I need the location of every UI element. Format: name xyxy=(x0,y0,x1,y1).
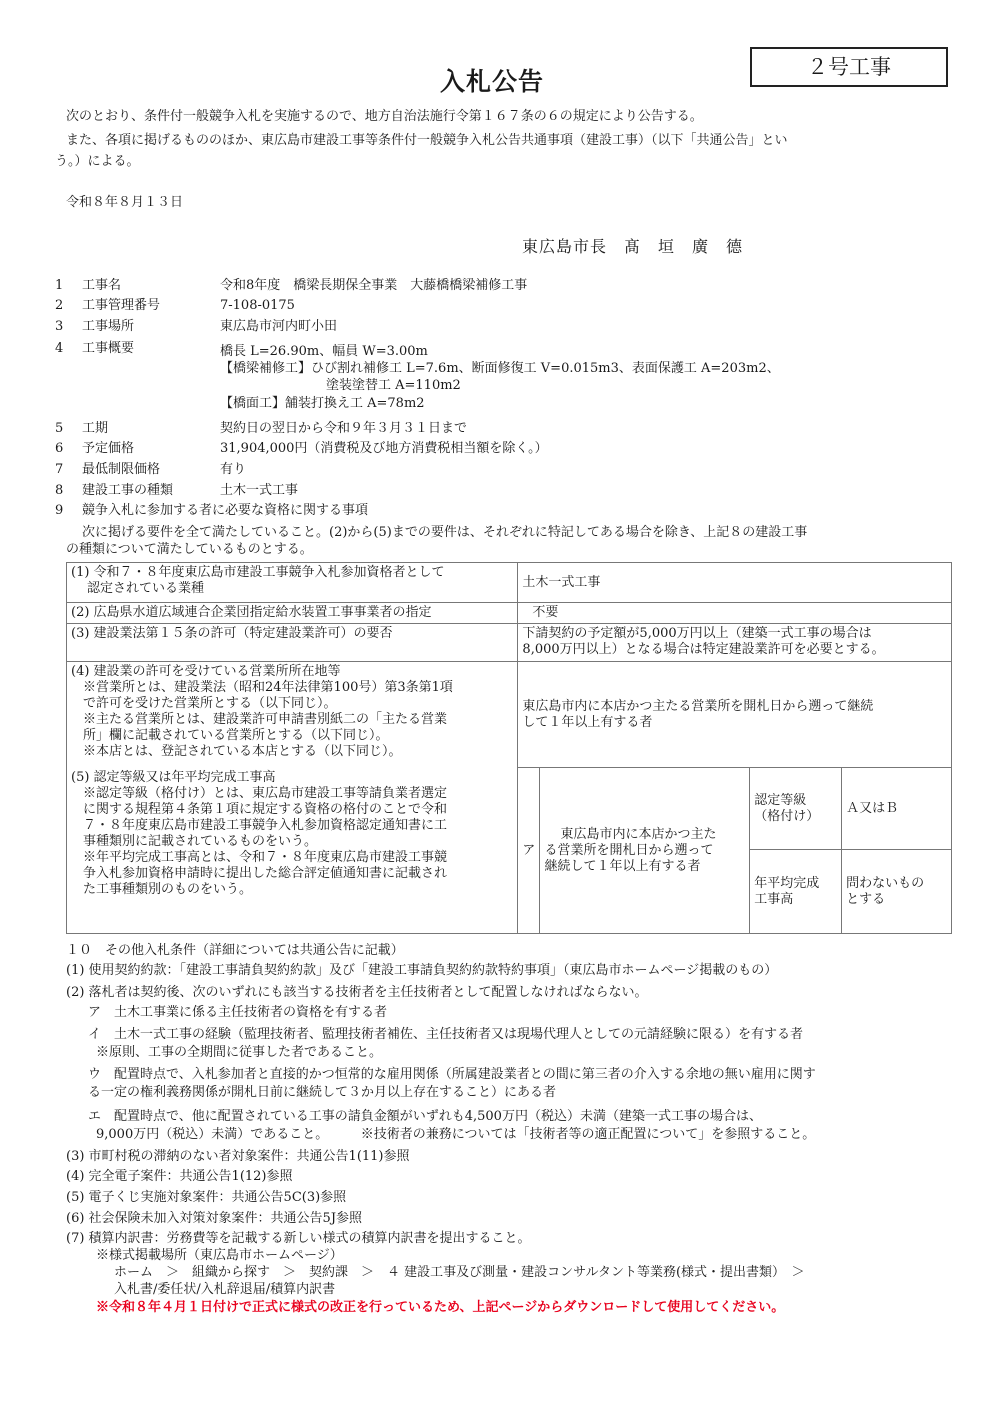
condition-line: (7) 積算内訳書：労務費等を記載する新しい様式の積算内訳書を提出すること。 xyxy=(66,1231,531,1246)
requirement-value-cell xyxy=(518,563,952,603)
item-number: 5 xyxy=(55,421,64,436)
option-mark: ア xyxy=(522,842,536,858)
requirement-text: で許可を受けた営業所とする（以下同じ）。 xyxy=(83,696,337,711)
requirement-cell xyxy=(67,563,518,603)
item-number: 6 xyxy=(55,441,64,456)
work-number-badge: ２号工事 xyxy=(750,47,948,87)
item-number: 2 xyxy=(55,298,64,313)
average-label: 年平均完成 xyxy=(754,875,820,891)
item-value-location: 東広島市河内町小田 xyxy=(220,319,338,334)
table-row xyxy=(67,624,952,662)
intro-line-1: 次のとおり、条件付一般競争入札を実施するので、地方自治法施行令第１６７条の６の規定により公告する。 xyxy=(66,109,703,124)
requirement-text: 事種類別に記載されているものをいう。 xyxy=(83,833,318,849)
overview-line: 【橋面工】舗装打換え工 A=78m2 xyxy=(220,396,425,411)
intro-line-2: また、各項に掲げるもののほか、東広島市建設工事等条件付一般競争入札公告共通事項（建設工事）（以下「共通公告」とい xyxy=(66,133,788,148)
condition-line: (5) 電子くじ実施対象案件：共通公告5C(3)参照 xyxy=(66,1190,347,1205)
item-number: 3 xyxy=(55,319,64,334)
condition-line: 9,000万円（税込）未満）であること。 ※技術者の兼務については「技術者等の適正配置について」を参照すること。 xyxy=(96,1127,816,1142)
item-label-qualifications: 競争入札に参加する者に必要な資格に関する事項 xyxy=(82,503,369,518)
item-value-planned-price: 31,904,000円（消費税及び地方消費税相当額を除く。） xyxy=(220,441,548,456)
item-number: 7 xyxy=(55,462,64,477)
table-row xyxy=(67,662,952,768)
grade-value-cell xyxy=(842,768,952,850)
condition-line: (6) 社会保険未加入対策対象案件：共通公告5J参照 xyxy=(66,1211,363,1226)
requirement-text: ※年平均完成工事高とは、令和７・８年度東広島市建設工事競 xyxy=(83,849,448,865)
requirement-cell xyxy=(67,624,518,662)
requirement-cell xyxy=(67,603,518,624)
requirement-text: ７・８年度東広島市建設工事競争入札参加資格認定通知書に工 xyxy=(83,817,448,833)
average-value: とする xyxy=(846,891,886,907)
requirement-text: (4) 建設業の許可を受けている営業所所在地等 xyxy=(71,664,341,679)
intro-line-3: う。）による。 xyxy=(55,154,140,169)
item-number: 4 xyxy=(55,341,64,356)
qualification-intro-line: の種類について満たしているものとする。 xyxy=(66,542,313,557)
condition-line: ア 土木工事業に係る主任技術者の資格を有する者 xyxy=(88,1005,388,1020)
notice-date: 令和８年８月１３日 xyxy=(66,195,184,210)
requirement-text: ※主たる営業所とは、建設業許可申請書別紙二の「主たる営業 xyxy=(83,712,448,727)
option-condition-cell xyxy=(540,768,750,934)
condition-line: (3) 市町村税の滞納のない者対象案件：共通公告1(11)参照 xyxy=(66,1149,410,1164)
table-row xyxy=(67,768,952,850)
requirement-value: 土木一式工事 xyxy=(522,574,601,590)
grade-label: 認定等級 xyxy=(754,792,807,808)
item-label-overview: 工事概要 xyxy=(82,341,135,356)
form-revision-notice: ※令和８年４月１日付けで正式に様式の改正を行っているため、上記ページからダウンロードして使用してください。 xyxy=(96,1300,785,1315)
item-label-work-name: 工事名 xyxy=(82,278,122,293)
condition-line: ウ 配置時点で、入札参加者と直接的かつ恒常的な雇用関係（所属建設業者との間に第三者の介入する余地の無い雇用に関す xyxy=(88,1067,816,1082)
overview-line: 橋長 L=26.90m、幅員 W=3.00m xyxy=(220,344,428,359)
item-label-period: 工期 xyxy=(82,421,109,436)
requirement-cell xyxy=(67,662,518,768)
option-condition: る営業所を開札日から遡って xyxy=(544,842,714,858)
requirement-text: 所」欄に記載されている営業所とする（以下同じ）。 xyxy=(83,728,389,743)
item-value-period: 契約日の翌日から令和９年３月３１日まで xyxy=(220,421,468,436)
item-value-work-name: 令和8年度 橋梁長期保全事業 大藤橋橋梁補修工事 xyxy=(220,278,528,293)
condition-line: イ 土木一式工事の経験（監理技術者、監理技術者補佐、主任技術者又は現場代理人としての元請経験に限る）を有する者 xyxy=(88,1027,804,1042)
overview-line: 【橋梁補修工】ひび割れ補修工 L=7.6m、断面修復工 V=0.015m3、表面保護工 A=203m2、 xyxy=(220,361,780,376)
grade-label-cell xyxy=(750,768,842,850)
requirement-value-cell xyxy=(518,662,952,768)
requirement-text: 争入札参加資格申請時に提出した総合評定値通知書に記載され xyxy=(83,865,448,881)
option-condition: 東広島市内に本店かつ主た xyxy=(560,826,717,842)
table-row xyxy=(67,563,952,603)
requirement-text: (3) 建設業法第１５条の許可（特定建設業許可）の要否 xyxy=(71,626,393,641)
average-label: 工事高 xyxy=(754,891,794,907)
section-10-heading: １０ その他入札条件（詳細については共通公告に記載） xyxy=(66,943,404,958)
item-label-location: 工事場所 xyxy=(82,319,135,334)
item-value-minimum-price: 有り xyxy=(220,462,247,477)
option-condition: 継続して１年以上有する者 xyxy=(544,858,701,874)
grade-label: （格付け） xyxy=(754,808,820,824)
item-value-management-number: 7-108-0175 xyxy=(220,298,295,313)
item-number: 8 xyxy=(55,483,64,498)
requirement-value-cell xyxy=(518,603,952,624)
condition-line: エ 配置時点で、他に配置されている工事の請負金額がいずれも4,500万円（税込）未満（建築一式工事の場合は、 xyxy=(88,1109,762,1124)
item-number: 1 xyxy=(55,278,64,293)
requirement-text: に関する規程第４条第１項に規定する資格の格付のことで令和 xyxy=(83,801,448,817)
item-value-work-type: 土木一式工事 xyxy=(220,483,299,498)
item-label-management-number: 工事管理番号 xyxy=(82,298,161,313)
requirement-value: して１年以上有する者 xyxy=(522,714,653,730)
requirement-text: (1) 令和７・８年度東広島市建設工事競争入札参加資格者として xyxy=(71,565,445,580)
requirement-value: 下請契約の予定額が5,000万円以上（建築一式工事の場合は xyxy=(522,626,872,641)
condition-line: 入札書/委任状/入札辞退届/積算内訳書 xyxy=(114,1282,336,1297)
average-label-cell xyxy=(750,850,842,934)
average-value-cell xyxy=(842,850,952,934)
requirement-text: (5) 認定等級又は年平均完成工事高 xyxy=(71,769,276,785)
requirement-value: 不要 xyxy=(532,605,559,620)
grade-value: Ａ又はＢ xyxy=(846,800,899,816)
requirement-text: (2) 広島県水道広域連合企業団指定給水装置工事事業者の指定 xyxy=(71,605,432,620)
requirement-text: た工事種類別のものをいう。 xyxy=(83,881,253,897)
requirement-value: 8,000万円以上）となる場合は特定建設業許可を必要とする。 xyxy=(522,642,885,657)
mayor-name: 東広島市長 髙 垣 廣 德 xyxy=(522,237,744,256)
condition-line: ホーム ＞ 組織から探す ＞ 契約課 ＞ ４ 建設工事及び測量・建設コンサルタント等業務(様式・提出書類） ＞ xyxy=(114,1265,805,1280)
option-mark-cell xyxy=(518,768,540,934)
item-number: 9 xyxy=(55,503,64,518)
requirement-text: 認定されている業種 xyxy=(87,581,205,596)
requirement-cell xyxy=(67,768,518,934)
condition-line: ※原則、工事の全期間に従事した者であること。 xyxy=(96,1045,383,1060)
condition-line: (4) 完全電子案件：共通公告1(12)参照 xyxy=(66,1169,293,1184)
requirement-text: ※営業所とは、建設業法（昭和24年法律第100号）第3条第1項 xyxy=(83,680,453,695)
average-value: 問わないもの xyxy=(846,875,925,891)
overview-line: 塗装塗替工 A=110m2 xyxy=(326,378,461,393)
condition-line: (2) 落札者は契約後、次のいずれにも該当する技術者を主任技術者として配置しなければならない。 xyxy=(66,985,648,1000)
condition-line: る一定の権利義務関係が開札日前に継続して３か月以上存在すること）にある者 xyxy=(88,1085,557,1100)
table-row xyxy=(67,603,952,624)
requirements-table xyxy=(66,562,952,934)
qualification-intro-line: 次に掲げる要件を全て満たしていること。(2)から(5)までの要件は、それぞれに特記してある場合を除き、上記８の建設工事 xyxy=(82,525,808,540)
page-title: 入札公告 xyxy=(440,67,545,96)
item-label-planned-price: 予定価格 xyxy=(82,441,135,456)
requirement-text: ※本店とは、登記されている本店とする（以下同じ）。 xyxy=(83,744,402,759)
requirement-value-cell xyxy=(518,624,952,662)
item-label-minimum-price: 最低制限価格 xyxy=(82,462,161,477)
requirement-value: 東広島市内に本店かつ主たる営業所を開札日から遡って継続 xyxy=(522,698,874,714)
condition-line: ※様式掲載場所（東広島市ホームページ） xyxy=(96,1248,343,1263)
item-label-work-type: 建設工事の種類 xyxy=(82,483,174,498)
condition-line: (1) 使用契約約款：「建設工事請負契約約款」及び「建設工事請負契約約款特約事項」（東広島市ホームページ掲載のもの） xyxy=(66,963,778,978)
requirement-text: ※認定等級（格付け）とは、東広島市建設工事等請負業者選定 xyxy=(83,785,448,801)
